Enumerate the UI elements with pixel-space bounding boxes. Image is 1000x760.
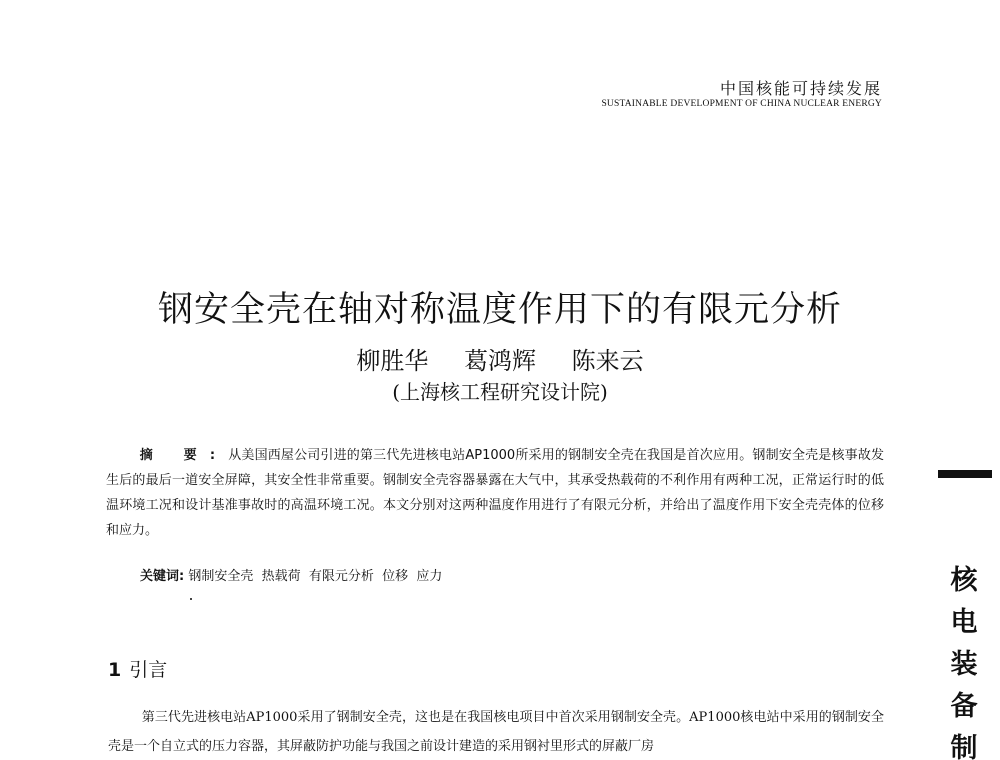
side-char: 装 (950, 649, 978, 680)
side-char: 核 (950, 565, 978, 596)
section-title: 引言 (129, 659, 168, 681)
side-char: 备 (950, 691, 978, 722)
author-list (0, 341, 1000, 376)
author-name: 陈来云 (571, 347, 644, 375)
keywords-text: 钢制安全壳 热载荷 有限元分析 位移 应力 (188, 569, 443, 584)
section-number: 1 (108, 659, 122, 681)
abstract-text: 从美国西屋公司引进的第三代先进核电站AP1000所采用的钢制安全壳在我国是首次应用。钢制安全壳是核事故发生后的最后一道安全屏障，其安全性非常重要。钢制安全壳容器暴露在大气中，其承受热载荷的不利作用有两种工况，正常运行时的低温环境工况和设计基准事故时的高温环境工况。本文分别对这两种温度作用进行了有限元分析，并给出了温度作用下安全壳壳体的位移和应力。 (106, 448, 884, 538)
abstract (106, 443, 884, 543)
abstract-label: 摘 要: (139, 448, 229, 463)
journal-title-en: SUSTAINABLE DEVELOPMENT OF CHINA NUCLEAR ENERGY (601, 99, 882, 109)
side-char: 电 (950, 607, 978, 638)
section-heading (108, 655, 167, 682)
side-char: 制 (950, 733, 978, 760)
side-tab-bar (938, 470, 992, 478)
journal-title-cn: 中国核能可持续发展 (719, 79, 882, 98)
article-title: 钢安全壳在轴对称温度作用下的有限元分析 (157, 290, 842, 330)
side-column-label (944, 560, 984, 760)
stray-dot (190, 598, 192, 600)
keywords (140, 565, 442, 584)
author-affiliation: (上海核工程研究设计院) (392, 380, 608, 404)
section-body-text: 第三代先进核电站AP1000采用了钢制安全壳，这也是在我国核电项目中首次采用钢制安全壳。AP1000核电站中采用的钢制安全壳是一个自立式的压力容器，其屏蔽防护功能与我国之前设计建造的采用钢衬里形式的屏蔽厂房 (108, 710, 884, 754)
author-name: 葛鸿辉 (464, 347, 536, 375)
keywords-label: 关键词: (140, 569, 185, 584)
author-name: 柳胜华 (356, 347, 429, 375)
